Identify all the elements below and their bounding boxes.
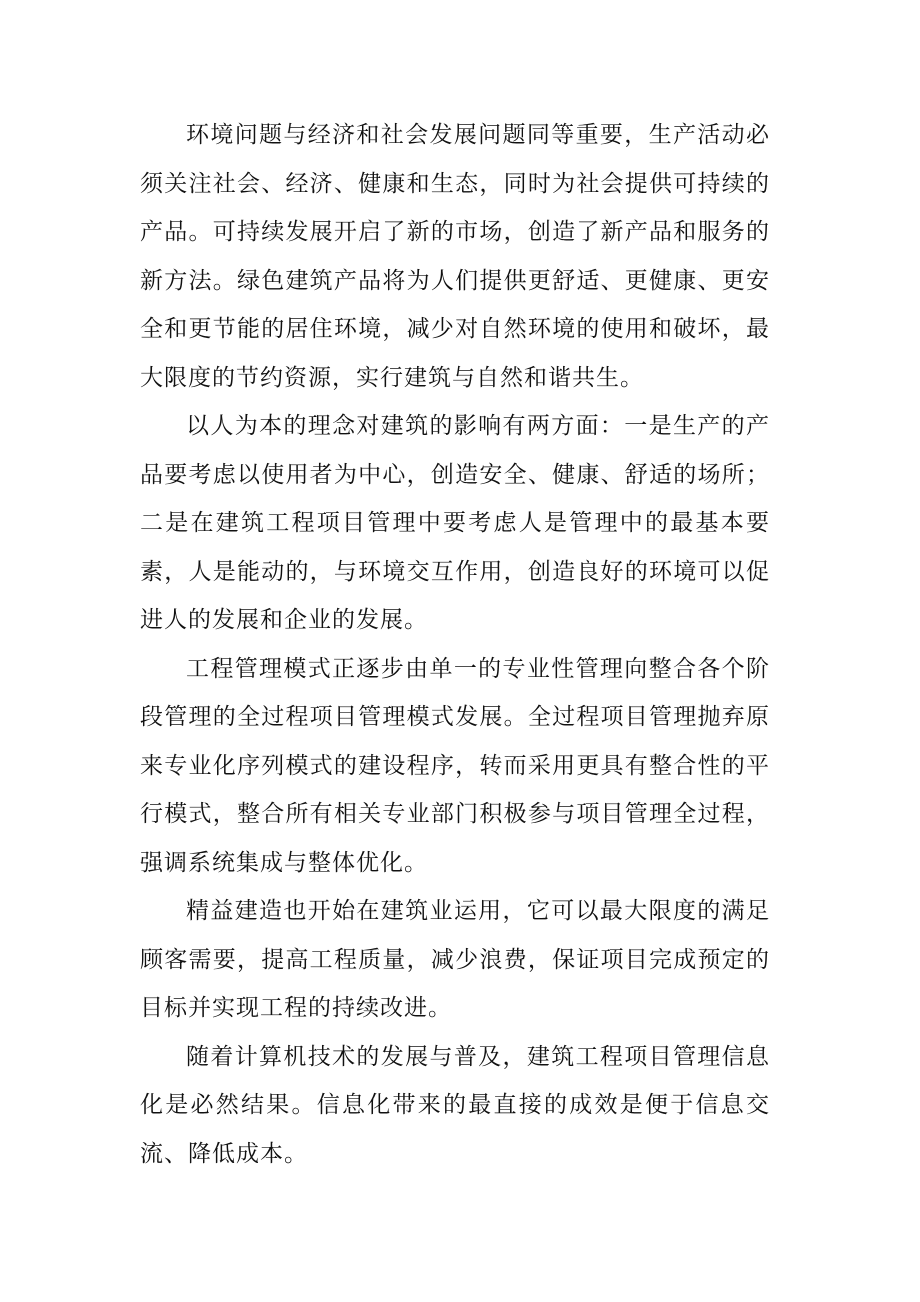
paragraph-sustainability: 环境问题与经济和社会发展问题同等重要，生产活动必须关注社会、经济、健康和生态，同时为社会提供可持续的产品。可持续发展开启了新的市场，创造了新产品和服务的新方法。绿色建筑产品将为人们提供更舒适、更健康、更安全和更节能的居住环境，减少对自然环境的使用和破坏，最大限度的节约资源，实行建筑与自然和谐共生。 [140, 122, 770, 391]
paragraph-informatization: 随着计算机技术的发展与普及，建筑工程项目管理信息化是必然结果。信息化带来的最直接的成效是便于信息交流、降低成本。 [140, 1043, 770, 1167]
paragraph-management-mode: 工程管理模式正逐步由单一的专业性管理向整合各个阶段管理的全过程项目管理模式发展。全过程项目管理抛弃原来专业化序列模式的建设程序，转而采用更具有整合性的平行模式，整合所有相关专业部门积极参与项目管理全过程，强调系统集成与整体优化。 [140, 655, 770, 876]
document-page [140, 111, 770, 1178]
paragraph-people-oriented: 以人为本的理念对建筑的影响有两方面：一是生产的产品要考虑以使用者为中心，创造安全、健康、舒适的场所；二是在建筑工程项目管理中要考虑人是管理中的最基本要素，人是能动的，与环境交互作用，创造良好的环境可以促进人的发展和企业的发展。 [140, 413, 770, 633]
paragraph-lean-construction: 精益建造也开始在建筑业运用，它可以最大限度的满足顾客需要，提高工程质量，减少浪费，保证项目完成预定的目标并实现工程的持续改进。 [140, 898, 770, 1021]
